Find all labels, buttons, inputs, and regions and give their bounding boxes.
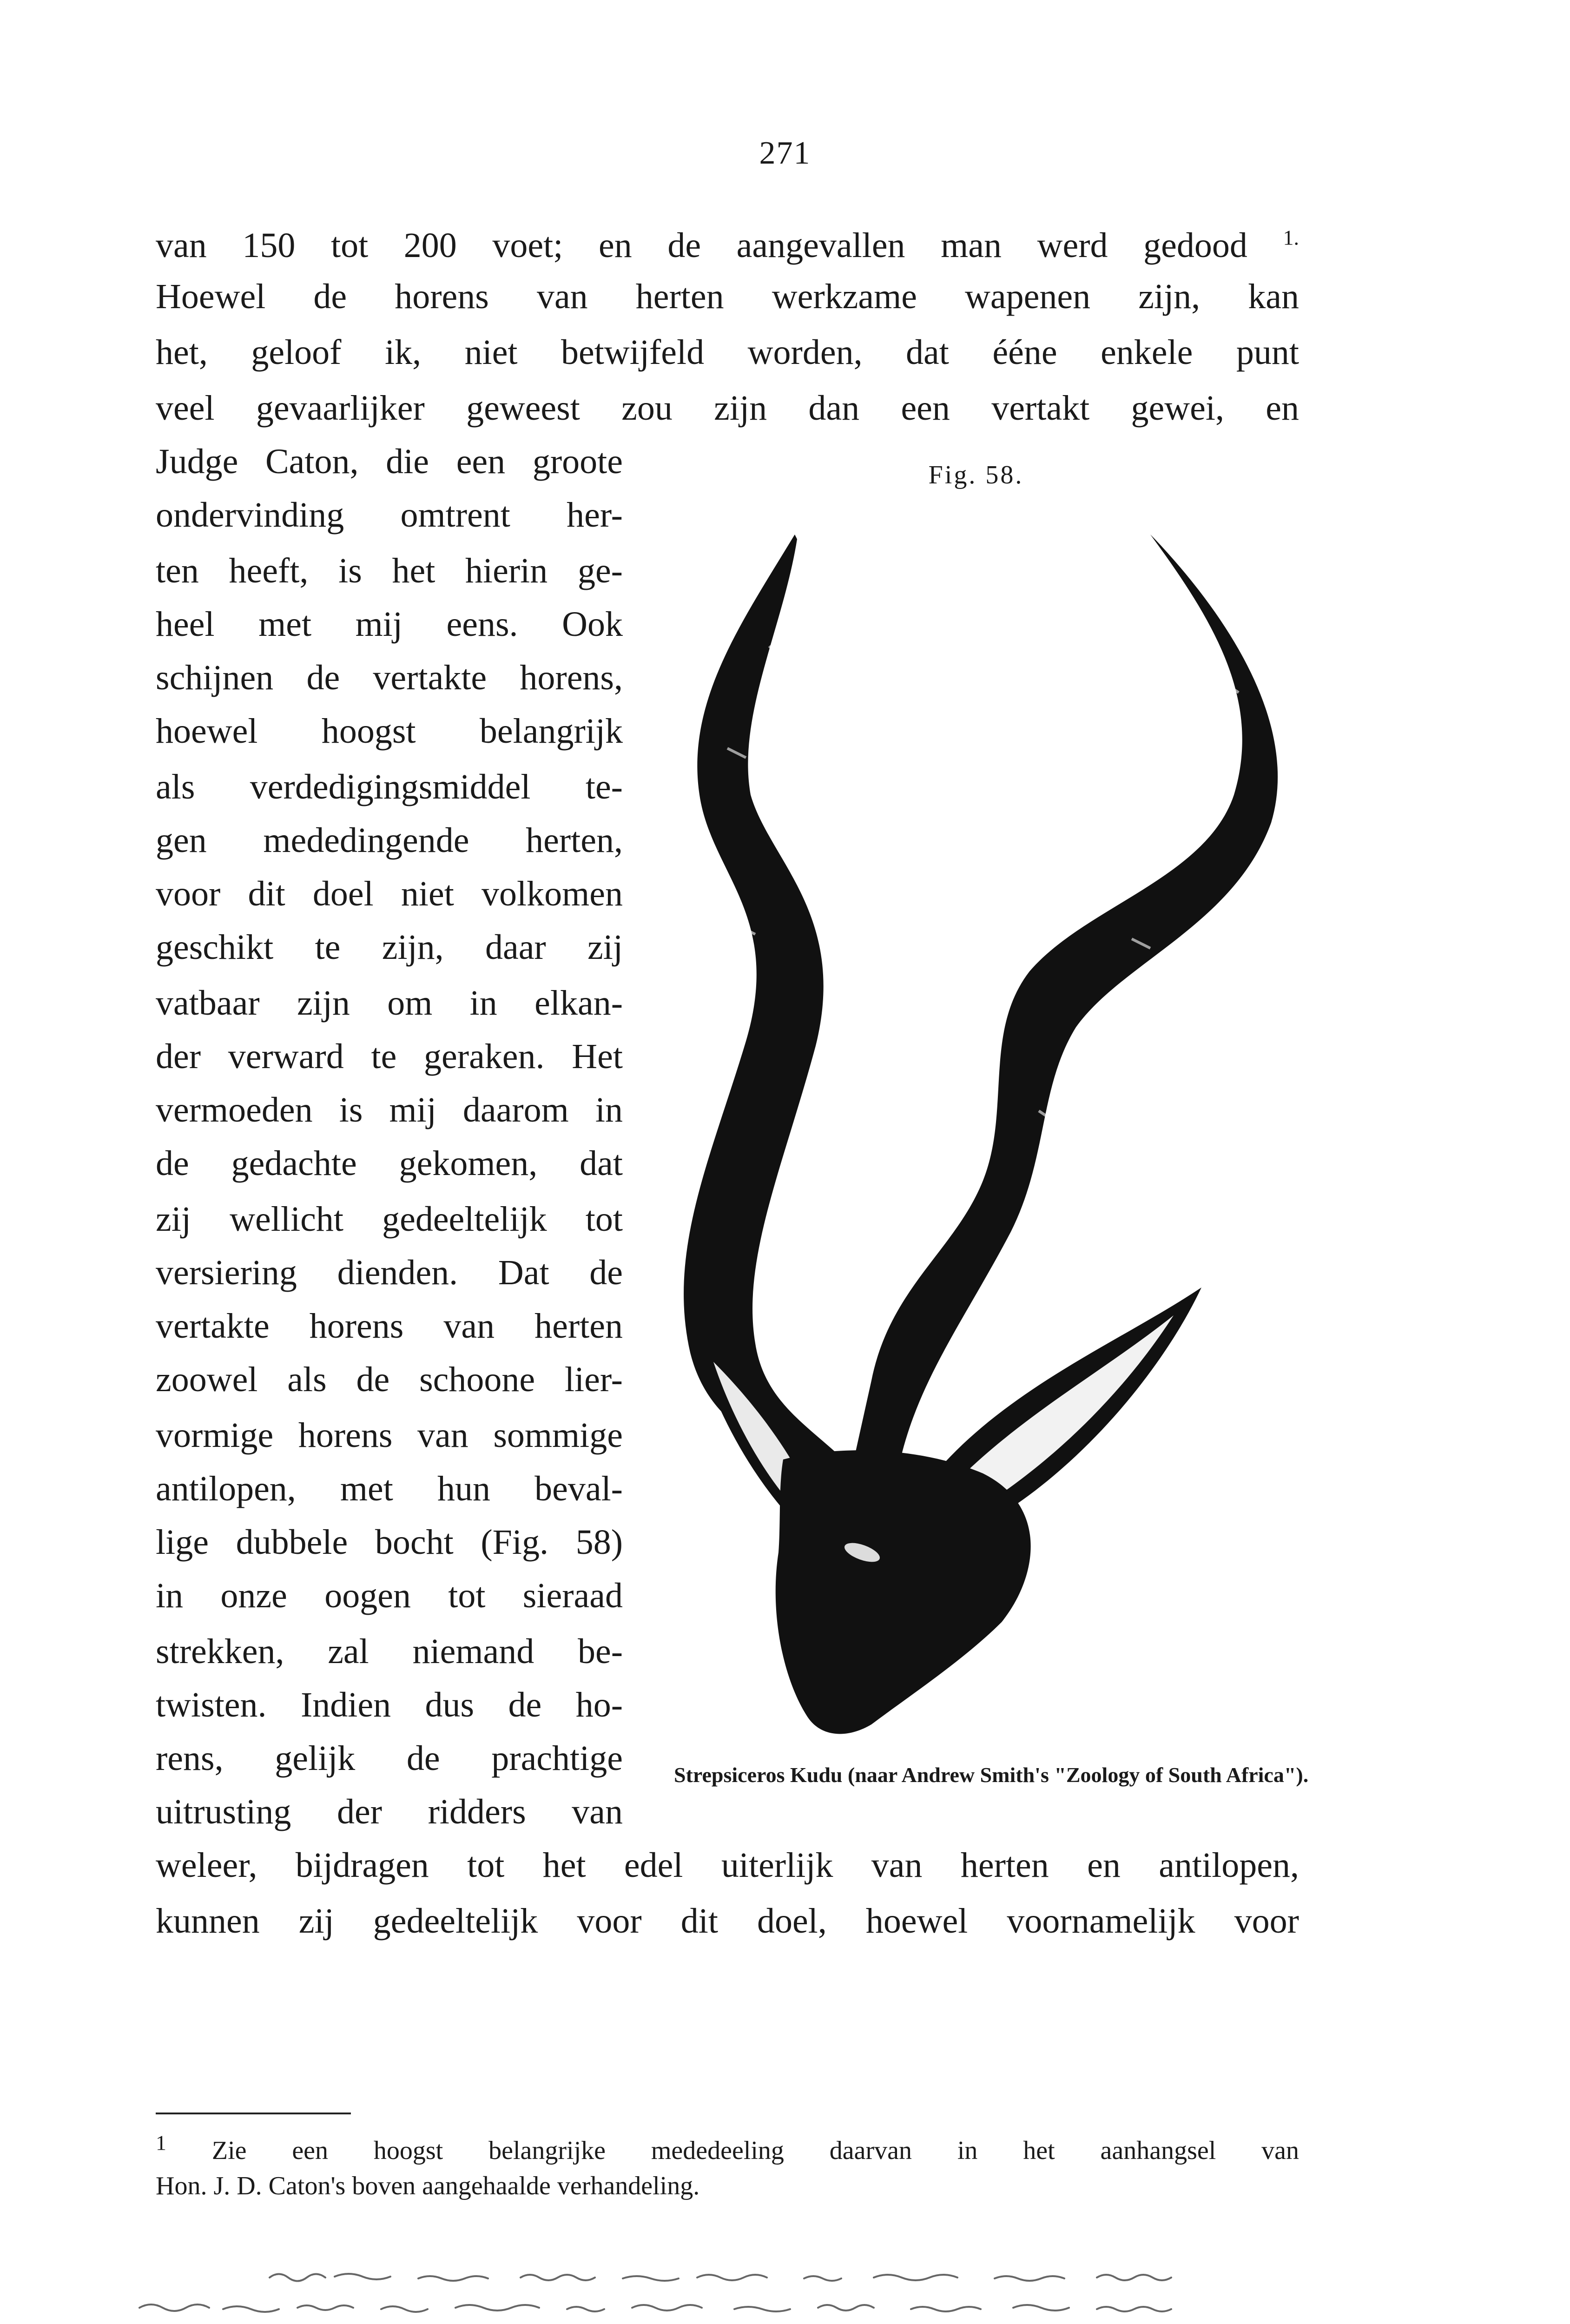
text-line-26: in onze oogen tot sieraad [156,1576,623,1615]
text-line-7: ten heeft, is het hierin ge- [156,551,623,590]
text-line-12: gen mededingende herten, [156,821,623,860]
text-line-16: der verward te geraken. Het [156,1037,623,1076]
text-line-32: kunnen zij gedeeltelijk voor dit doel, hoewel voornamelijk voor [156,1901,1299,1941]
footnote-divider [156,2113,351,2114]
text-line-20: versiering dienden. Dat de [156,1253,623,1292]
text-line-27: strekken, zal niemand be- [156,1632,623,1671]
text-line-30: uitrusting der ridders van [156,1792,623,1831]
left-horn [684,535,848,1469]
text-line-15: vatbaar zijn om in elkan- [156,984,623,1023]
text-line-6: ondervinding omtrent her- [156,495,623,535]
text-line-31: weleer, bijdragen tot het edel uiterlijk van herten en antilopen, [156,1846,1299,1885]
text-line-1: van 150 tot 200 voet; en de aangevallen man werd gedood $^{1.}$ [156,225,1299,265]
text-line-19: zij wellicht gedeeltelijk tot [156,1200,623,1239]
text-line-18: de gedachte gekomen, dat [156,1144,623,1183]
kudu-illustration [630,507,1327,1743]
kudu-head [776,1450,1031,1734]
text-line-9: schijnen de vertakte horens, [156,658,623,697]
footnote-line-2: Hon. J. D. Caton's boven aangehaalde verhandeling. [156,2171,700,2200]
footnote-reference: 1. [1283,225,1299,250]
footnote [156,2133,1299,2204]
text-line-8: heel met mij eens. Ook [156,605,623,644]
text-line-28: twisten. Indien dus de ho- [156,1685,623,1724]
text-line-22: zoowel als de schoone lier- [156,1360,623,1399]
text-line-13: voor dit doel niet volkomen [156,874,623,913]
text-line-23: vormige horens van sommige [156,1416,623,1455]
text-line-4: veel gevaarlijker geweest zou zijn dan een vertakt gewei, en [156,389,1299,428]
text-line-3: het, geloof ik, niet betwijfeld worden, dat ééne enkele punt [156,333,1299,372]
text-line-14: geschikt te zijn, daar zij [156,928,623,967]
text-line-10: hoewel hoogst belangrijk [156,712,623,751]
text-line-2: Hoewel de horens van herten werkzame wapenen zijn, kan [156,277,1299,316]
text-line-25: lige dubbele bocht (Fig. 58) [156,1523,623,1562]
page-number: 271 [759,135,811,171]
figure-caption: Strepsiceros Kudu (naar Andrew Smith's "Zoology of South Africa"). [674,1763,1309,1787]
text-line-29: rens, gelijk de prachtige [156,1739,623,1778]
text-line-24: antilopen, met hun beval- [156,1469,623,1508]
figure-label: Fig. 58. [928,461,1024,489]
text-line-5: Judge Caton, die een groote [156,442,623,481]
text-line-11: als verdedigingsmiddel te- [156,767,623,806]
footnote-marker: 1 [156,2131,166,2155]
text-line-17: vermoeden is mij daarom in [156,1090,623,1129]
right-horn [853,535,1278,1464]
text-line-21: vertakte horens van herten [156,1307,623,1346]
footnote-line-1: $^1$ Zie een hoogst belangrijke mededeeling daarvan in het aanhangsel van [156,2131,1299,2165]
handwritten-annotation [130,2268,1385,2324]
